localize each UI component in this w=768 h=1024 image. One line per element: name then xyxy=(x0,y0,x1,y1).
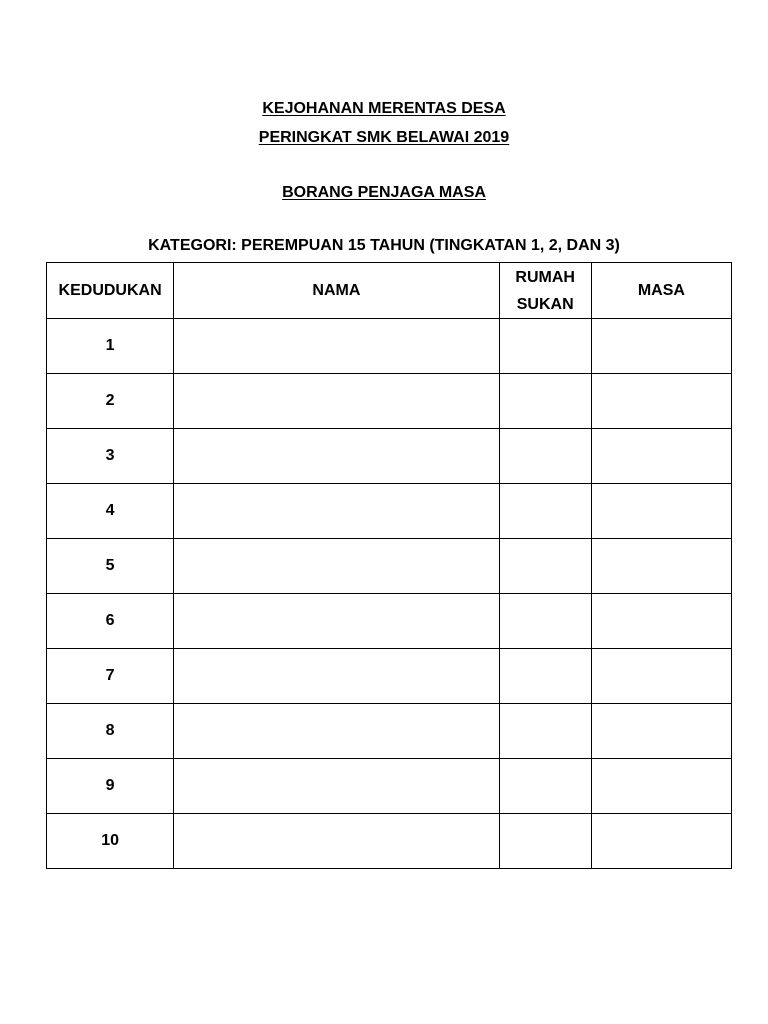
position-cell: 6 xyxy=(47,594,174,649)
category-label: KATEGORI: PEREMPUAN 15 TAHUN (TINGKATAN 1, 2, DAN 3) xyxy=(148,237,620,254)
header-house-line-1: RUMAH xyxy=(515,268,575,286)
position-cell: 4 xyxy=(47,484,174,539)
position-cell: 10 xyxy=(47,814,174,869)
table-row xyxy=(47,484,732,539)
table-row xyxy=(47,814,732,869)
position-cell: 3 xyxy=(47,429,174,484)
time-cell[interactable] xyxy=(591,649,731,704)
event-subtitle: PERINGKAT SMK BELAWAI 2019 xyxy=(258,129,510,146)
house-cell[interactable] xyxy=(499,759,591,814)
table-row xyxy=(47,319,732,374)
time-cell[interactable] xyxy=(591,539,731,594)
name-cell[interactable] xyxy=(174,429,499,484)
time-cell[interactable] xyxy=(591,594,731,649)
table-row xyxy=(47,704,732,759)
house-cell[interactable] xyxy=(499,429,591,484)
time-cell[interactable] xyxy=(591,429,731,484)
name-cell[interactable] xyxy=(174,704,499,759)
header-time: MASA xyxy=(591,263,731,319)
position-cell: 9 xyxy=(47,759,174,814)
house-cell[interactable] xyxy=(499,319,591,374)
position-cell: 1 xyxy=(47,319,174,374)
name-cell[interactable] xyxy=(174,539,499,594)
table-row xyxy=(47,594,732,649)
event-title: KEJOHANAN MERENTAS DESA xyxy=(262,100,506,117)
position-cell: 5 xyxy=(47,539,174,594)
house-cell[interactable] xyxy=(499,484,591,539)
name-cell[interactable] xyxy=(174,649,499,704)
table-row xyxy=(47,759,732,814)
table-header-row xyxy=(47,263,732,319)
house-cell[interactable] xyxy=(499,374,591,429)
time-cell[interactable] xyxy=(591,814,731,869)
name-cell[interactable] xyxy=(174,759,499,814)
time-cell[interactable] xyxy=(591,374,731,429)
name-cell[interactable] xyxy=(174,594,499,649)
table-body xyxy=(47,319,732,869)
position-cell: 2 xyxy=(47,374,174,429)
time-cell[interactable] xyxy=(591,759,731,814)
time-cell[interactable] xyxy=(591,704,731,759)
header-position: KEDUDUKAN xyxy=(47,263,174,319)
time-cell[interactable] xyxy=(591,319,731,374)
table-row xyxy=(47,539,732,594)
table-row xyxy=(47,649,732,704)
house-cell[interactable] xyxy=(499,649,591,704)
timekeeper-table xyxy=(46,262,732,869)
position-cell: 7 xyxy=(47,649,174,704)
time-cell[interactable] xyxy=(591,484,731,539)
house-cell[interactable] xyxy=(499,594,591,649)
name-cell[interactable] xyxy=(174,319,499,374)
header-name: NAMA xyxy=(174,263,499,319)
table-row xyxy=(47,374,732,429)
form-title: BORANG PENJAGA MASA xyxy=(282,184,486,201)
house-cell[interactable] xyxy=(499,539,591,594)
name-cell[interactable] xyxy=(174,374,499,429)
position-cell: 8 xyxy=(47,704,174,759)
header-house-line-2: SUKAN xyxy=(516,295,574,313)
house-cell[interactable] xyxy=(499,814,591,869)
house-cell[interactable] xyxy=(499,704,591,759)
header-house xyxy=(499,263,591,319)
table-row xyxy=(47,429,732,484)
name-cell[interactable] xyxy=(174,484,499,539)
name-cell[interactable] xyxy=(174,814,499,869)
